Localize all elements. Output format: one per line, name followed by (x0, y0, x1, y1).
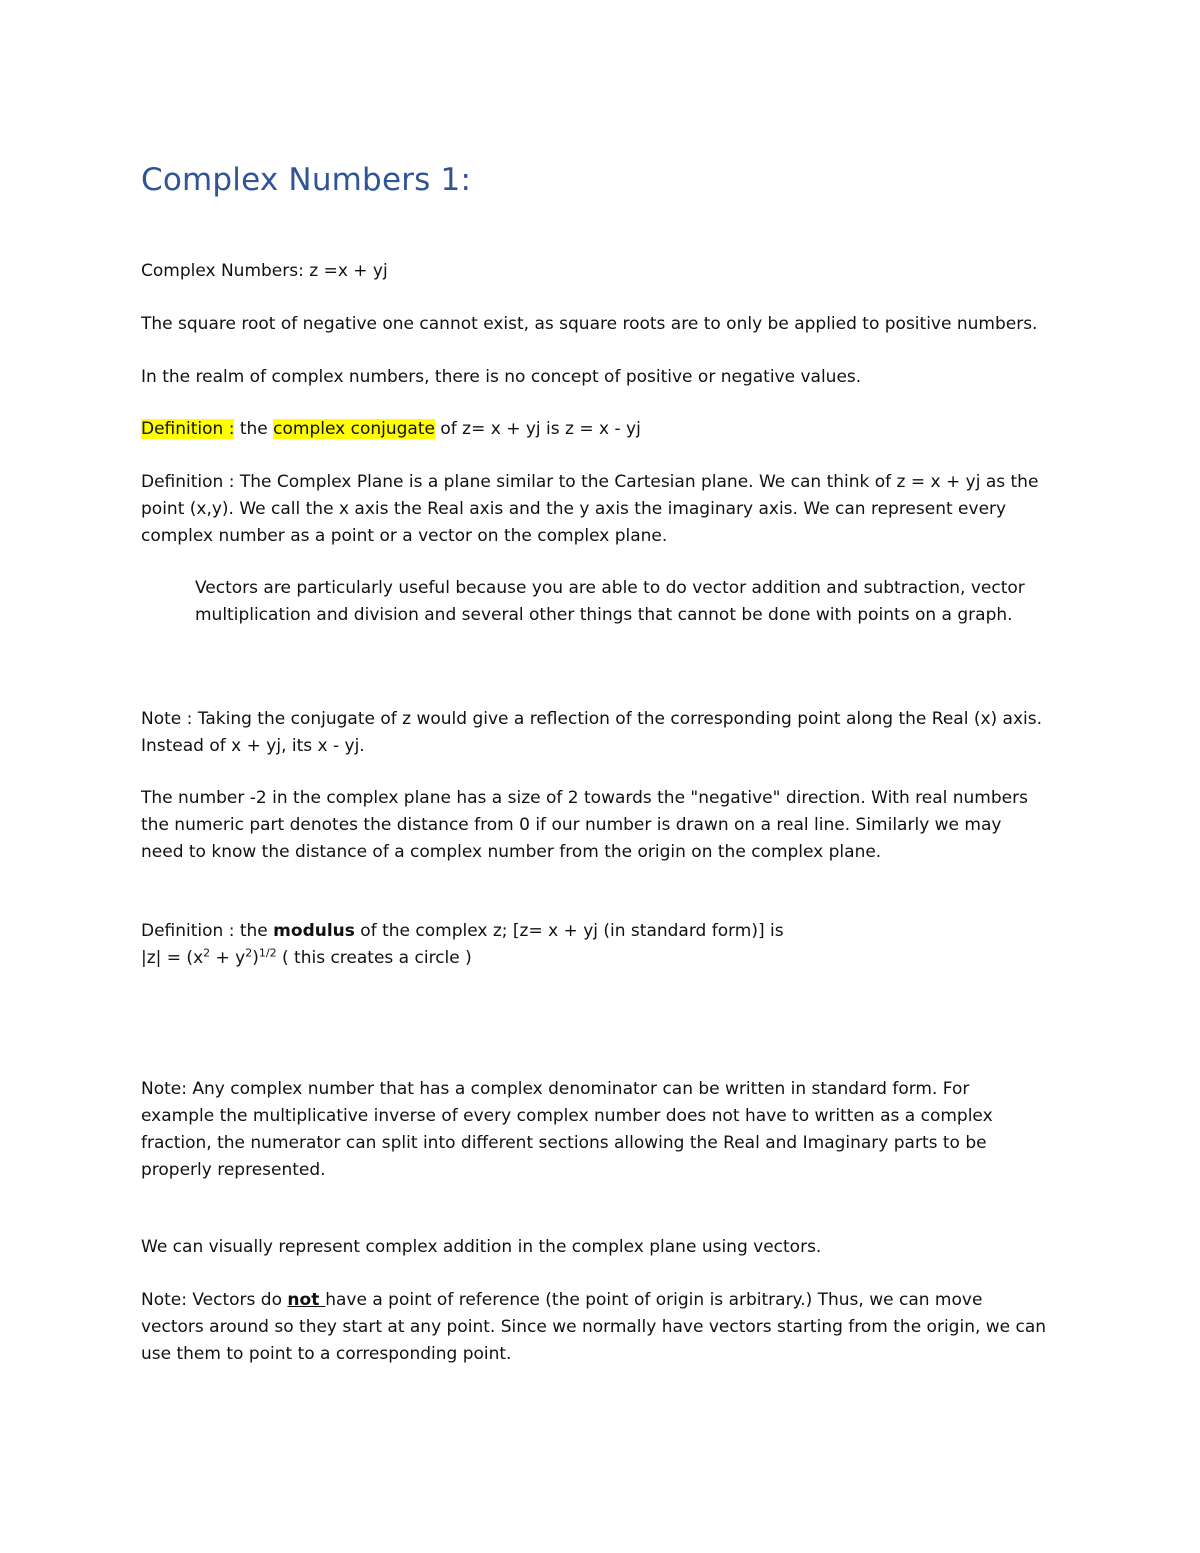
modulus-formula (141, 945, 1071, 972)
paragraph-realm: In the realm of complex numbers, there is no concept of positive or negative values. (141, 367, 862, 387)
paragraph-complex-addition: We can visually represent complex addition in the complex plane using vectors. (141, 1237, 822, 1257)
text-line: Note: Any complex number that has a complex denominator can be written in standard form. For (141, 1079, 970, 1099)
text-line: the numeric part denotes the distance from 0 if our number is drawn on a real line. Similarly we may (141, 815, 1002, 835)
page-title: Complex Numbers 1: (141, 162, 472, 198)
note-text: Note: Vectors do (141, 1290, 288, 1310)
text-line: fraction, the numerator can split into different sections allowing the Real and Imaginary parts to be (141, 1133, 987, 1153)
definition-text: Definition : the (141, 921, 274, 941)
definition-text: of the complex z; [z= x + yj (in standard form)] is (354, 921, 784, 941)
formula-part: |z| = (x (141, 948, 204, 968)
formula-part: + y (210, 948, 246, 968)
formula-part: ( this creates a circle ) (276, 948, 472, 968)
text-line: The number -2 in the complex plane has a size of 2 towards the "negative" direction. With real numbers (141, 788, 1028, 808)
text-line (141, 918, 1071, 945)
note-conjugate-reflection (141, 706, 1071, 760)
text-line: Instead of x + yj, its x - yj. (141, 736, 365, 756)
text-line (141, 1287, 1071, 1314)
paragraph-number-size (141, 785, 1071, 866)
text-line: need to know the distance of a complex number from the origin on the complex plane. (141, 842, 882, 862)
text-line: point (x,y). We call the x axis the Real axis and the y axis the imaginary axis. We can represent every (141, 499, 1007, 519)
formula-part: ) (252, 948, 259, 968)
paragraph-vectors (195, 575, 1125, 629)
text-line: multiplication and division and several other things that cannot be done with points on a graph. (195, 605, 1013, 625)
text-line: Vectors are particularly useful because you are able to do vector addition and subtraction, vector (195, 578, 1025, 598)
definition-modulus (141, 918, 1071, 972)
text-line: vectors around so they start at any point. Since we normally have vectors starting from the origin, we can (141, 1317, 1047, 1337)
paragraph-square-root: The square root of negative one cannot exist, as square roots are to only be applied to positive numbers. (141, 314, 1038, 334)
definition-text: of z= x + yj is z = x - yj (434, 419, 641, 439)
text-line: Definition : The Complex Plane is a plane similar to the Cartesian plane. We can think of z = x + yj as the (141, 472, 1039, 492)
paragraph-complex-numbers: Complex Numbers: z =x + yj (141, 261, 388, 281)
definition-conjugate (141, 416, 1071, 443)
formula-exponent: 2 (203, 946, 211, 960)
text-line: complex number as a point or a vector on the complex plane. (141, 526, 668, 546)
text-line: properly represented. (141, 1160, 326, 1180)
formula-exponent: 2 (245, 946, 253, 960)
text-line: use them to point to a corresponding point. (141, 1344, 512, 1364)
note-standard-form (141, 1076, 1071, 1184)
text-line: Note : Taking the conjugate of z would give a reflection of the corresponding point along the Real (x) axis. (141, 709, 1043, 729)
definition-text: the (234, 419, 274, 439)
highlight-complex-conjugate: complex conjugate (273, 419, 435, 439)
highlight-definition-label: Definition : (141, 419, 235, 439)
modulus-term: modulus (273, 921, 355, 941)
emphasis-not: not (287, 1290, 326, 1310)
note-text: have a point of reference (the point of origin is arbitrary.) Thus, we can move (325, 1290, 983, 1310)
text-line: example the multiplicative inverse of every complex number does not have to written as a complex (141, 1106, 993, 1126)
note-vectors-reference (141, 1287, 1071, 1368)
formula-exponent: 1/2 (258, 946, 277, 960)
definition-complex-plane (141, 469, 1071, 550)
